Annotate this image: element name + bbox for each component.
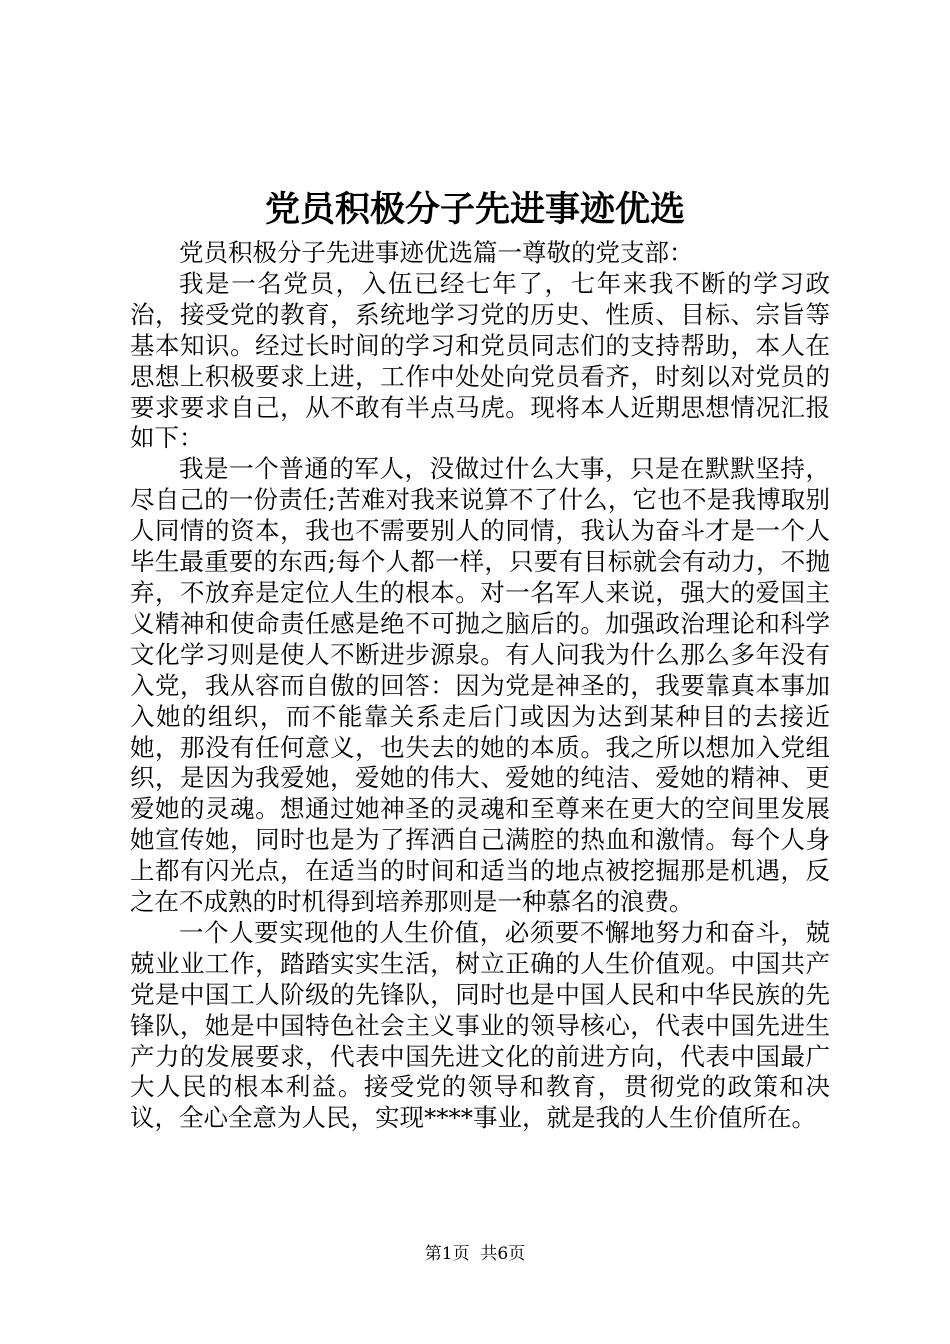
paragraph-life-value: 一个人要实现他的人生价值，必须要不懈地努力和奋斗，兢兢业业工作，踏踏实实生活，树立正确的人生价值观。中国共产党是中国工人阶级的先锋队，同时也是中国人民和中华民族的先锋队，她是中国特色社会主义事业的领导核心，代表中国先进生产力的发展要求，代表中国先进文化的前进方向，代表中国最广大人民的根本利益。接受党的领导和教育，贯彻党的政策和决议，全心全意为人民，实现****事业，就是我的人生价值所在。 [130, 917, 830, 1133]
page-footer [0, 1242, 950, 1266]
paragraph-introduction: 我是一名党员，入伍已经七年了，七年来我不断的学习政治，接受党的教育，系统地学习党的历史、性质、目标、宗旨等基本知识。经过长时间的学习和党员同志们的支持帮助，本人在思想上积极要求上进，工作中处处向党员看齐，时刻以对党员的要求要求自己，从不敢有半点马虎。现将本人近期思想情况汇报如下： [130, 268, 830, 453]
paragraph-soldier: 我是一个普通的军人，没做过什么大事，只是在默默坚持，尽自己的一份责任;苦难对我来说算不了什么，它也不是我博取别人同情的资本，我也不需要别人的同情，我认为奋斗才是一个人毕生最重要的东西;每个人都一样，只要有目标就会有动力，不抛弃，不放弃是定位人生的根本。对一名军人来说，强大的爱国主义精神和使命责任感是绝不可抛之脑后的。加强政治理论和科学文化学习则是使人不断进步源泉。有人问我为什么那么多年没有入党，我从容而自傲的回答：因为党是神圣的，我要靠真本事加入她的组织，而不能靠关系走后门或因为达到某种目的去接近她，那没有任何意义，也失去的她的本质。我之所以想加入党组织，是因为我爱她，爱她的伟大、爱她的纯洁、爱她的精神、更爱她的灵魂。想通过她神圣的灵魂和至尊来在更大的空间里发展她宣传她，同时也是为了挥洒自己满腔的热血和激情。每个人身上都有闪光点，在适当的时间和适当的地点被挖掘那是机遇，反之在不成熟的时机得到培养那则是一种慕名的浪费。 [130, 454, 830, 917]
document-body [130, 238, 830, 1134]
page-number-total: 共6页 [480, 1244, 526, 1264]
document-title: 党员积极分子先进事迹优选 [264, 189, 685, 230]
page-number-current: 第1页 [424, 1244, 470, 1264]
paragraph-salutation: 党员积极分子先进事迹优选篇一尊敬的党支部： [179, 238, 694, 267]
